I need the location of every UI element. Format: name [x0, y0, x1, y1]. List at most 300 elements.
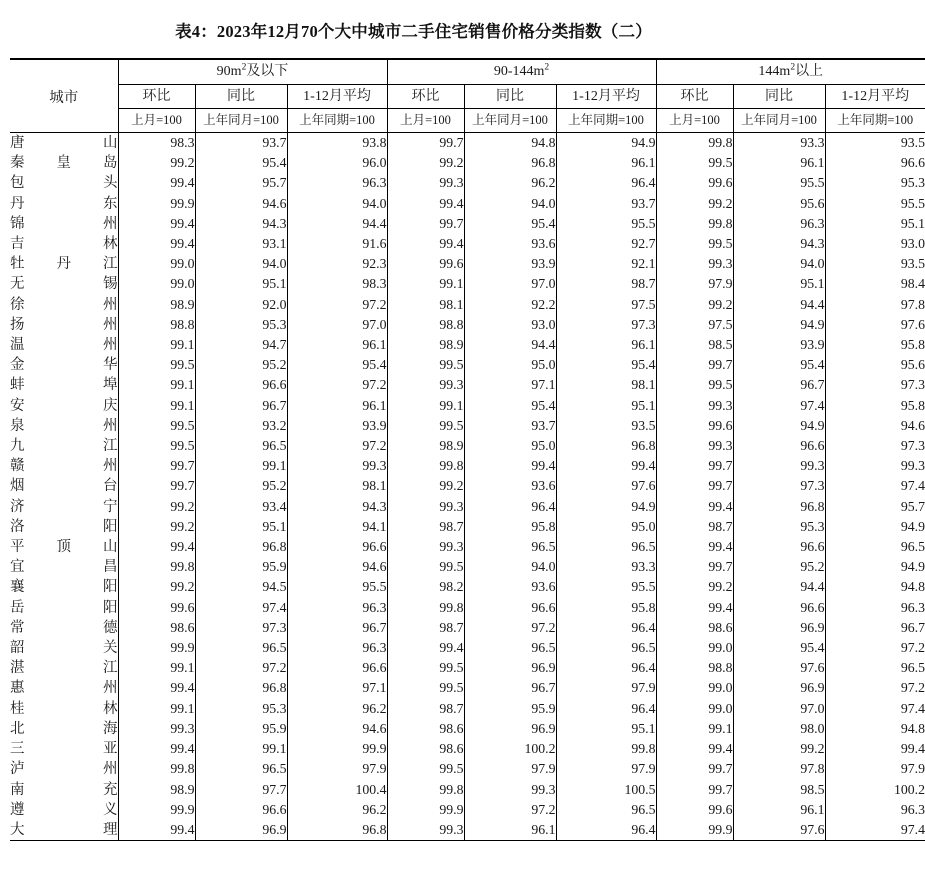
cell-value: 99.4 [118, 173, 195, 193]
cell-value: 96.1 [556, 335, 656, 355]
cell-value: 94.8 [464, 133, 556, 153]
cell-value: 96.6 [195, 375, 287, 395]
cell-value: 99.3 [656, 396, 733, 416]
cell-value: 96.9 [733, 618, 825, 638]
cell-value: 99.5 [387, 416, 464, 436]
column-header-base-9: 上年同期=100 [825, 109, 925, 133]
cell-value: 99.4 [118, 739, 195, 759]
cell-value: 93.6 [464, 577, 556, 597]
cell-value: 99.7 [118, 456, 195, 476]
cell-value: 99.2 [118, 497, 195, 517]
cell-value: 98.3 [287, 274, 387, 294]
cell-value: 94.3 [733, 234, 825, 254]
cell-value: 97.1 [464, 375, 556, 395]
cell-value: 91.6 [287, 234, 387, 254]
table-row [10, 396, 925, 416]
table-bottom-rule [10, 841, 925, 842]
cell-city [10, 194, 118, 214]
cell-value: 94.6 [195, 194, 287, 214]
table-row [10, 315, 925, 335]
city-name: 平顶山 [10, 539, 118, 556]
cell-value: 99.0 [118, 274, 195, 294]
column-header-measure-2: 同比 [195, 85, 287, 109]
cell-value: 96.9 [733, 678, 825, 698]
cell-value: 94.0 [464, 194, 556, 214]
column-header-city: 城市 [49, 89, 79, 106]
cell-value: 96.5 [556, 638, 656, 658]
city-name: 烟台 [10, 478, 118, 495]
cell-value: 96.7 [195, 396, 287, 416]
cell-value: 99.3 [387, 173, 464, 193]
cell-value: 92.2 [464, 295, 556, 315]
cell-city [10, 335, 118, 355]
cell-value: 94.6 [287, 719, 387, 739]
cell-value: 92.1 [556, 254, 656, 274]
cell-city [10, 719, 118, 739]
column-header-base-4: 上月=100 [387, 109, 464, 133]
cell-value: 95.8 [825, 335, 925, 355]
cell-value: 100.4 [287, 780, 387, 800]
cell-value: 99.5 [387, 678, 464, 698]
table-row [10, 133, 925, 153]
cell-value: 99.8 [118, 759, 195, 779]
cell-value: 95.2 [195, 355, 287, 375]
cell-value: 95.9 [195, 557, 287, 577]
city-name: 徐州 [10, 296, 118, 313]
cell-value: 96.9 [195, 820, 287, 841]
city-name: 南充 [10, 781, 118, 798]
cell-value: 96.1 [733, 153, 825, 173]
cell-value: 94.9 [825, 517, 925, 537]
cell-value: 97.3 [733, 476, 825, 496]
cell-city [10, 416, 118, 436]
table-row [10, 678, 925, 698]
cell-value: 98.9 [387, 335, 464, 355]
table-row [10, 739, 925, 759]
cell-value: 99.3 [656, 254, 733, 274]
cell-value: 93.4 [195, 497, 287, 517]
cell-value: 97.4 [195, 598, 287, 618]
table-row [10, 274, 925, 294]
cell-value: 96.5 [825, 658, 925, 678]
cell-value: 94.9 [556, 133, 656, 153]
cell-value: 99.2 [656, 295, 733, 315]
cell-city [10, 517, 118, 537]
cell-value: 98.9 [387, 436, 464, 456]
cell-value: 96.7 [825, 618, 925, 638]
city-name: 扬州 [10, 316, 118, 333]
column-header-measure-6: 1-12月平均 [556, 85, 656, 109]
cell-value: 96.8 [464, 153, 556, 173]
cell-city [10, 214, 118, 234]
cell-value: 98.7 [387, 517, 464, 537]
cell-city [10, 658, 118, 678]
cell-value: 97.9 [464, 759, 556, 779]
cell-value: 97.9 [825, 759, 925, 779]
cell-value: 98.9 [118, 780, 195, 800]
cell-value: 99.0 [656, 678, 733, 698]
cell-value: 96.2 [464, 173, 556, 193]
cell-value: 97.2 [825, 638, 925, 658]
cell-value: 96.9 [464, 719, 556, 739]
city-name: 大理 [10, 821, 118, 838]
table-row [10, 416, 925, 436]
column-header-base-3: 上年同期=100 [287, 109, 387, 133]
cell-value: 99.3 [287, 456, 387, 476]
cell-value: 95.2 [733, 557, 825, 577]
cell-value: 96.6 [464, 598, 556, 618]
table-row [10, 254, 925, 274]
cell-value: 99.4 [656, 537, 733, 557]
city-name: 赣州 [10, 458, 118, 475]
cell-value: 94.4 [733, 577, 825, 597]
cell-value: 99.3 [387, 820, 464, 841]
cell-value: 99.6 [387, 254, 464, 274]
column-group-header-2: $90-144m^2$ [387, 60, 656, 85]
cell-value: 98.6 [387, 719, 464, 739]
cell-value: 95.2 [195, 476, 287, 496]
table-row [10, 375, 925, 395]
cell-value: 96.1 [464, 820, 556, 841]
cell-value: 95.4 [464, 214, 556, 234]
cell-value: 97.6 [733, 820, 825, 841]
cell-value: 99.9 [118, 194, 195, 214]
cell-value: 98.8 [387, 315, 464, 335]
cell-city [10, 396, 118, 416]
cell-value: 99.5 [656, 375, 733, 395]
cell-city [10, 678, 118, 698]
table-row [10, 214, 925, 234]
cell-value: 96.1 [556, 153, 656, 173]
cell-value: 99.3 [387, 375, 464, 395]
cell-value: 99.5 [118, 355, 195, 375]
cell-value: 95.9 [464, 699, 556, 719]
cell-value: 97.4 [825, 476, 925, 496]
cell-value: 97.3 [556, 315, 656, 335]
city-name: 温州 [10, 337, 118, 354]
cell-value: 95.3 [733, 517, 825, 537]
cell-value: 96.4 [556, 618, 656, 638]
cell-value: 95.3 [825, 173, 925, 193]
cell-value: 97.9 [287, 759, 387, 779]
cell-value: 97.0 [287, 315, 387, 335]
cell-value: 99.9 [118, 800, 195, 820]
cell-value: 93.3 [556, 557, 656, 577]
cell-value: 99.7 [656, 759, 733, 779]
cell-value: 98.6 [656, 618, 733, 638]
table-row [10, 537, 925, 557]
cell-value: 99.7 [387, 133, 464, 153]
cell-value: 94.4 [733, 295, 825, 315]
cell-value: 98.6 [387, 739, 464, 759]
header-row-base [10, 109, 925, 133]
cell-value: 95.1 [556, 719, 656, 739]
cell-value: 94.9 [733, 416, 825, 436]
cell-value: 96.4 [556, 173, 656, 193]
cell-city [10, 153, 118, 173]
cell-value: 96.4 [556, 820, 656, 841]
cell-value: 94.4 [464, 335, 556, 355]
cell-value: 96.4 [464, 497, 556, 517]
cell-value: 99.5 [387, 557, 464, 577]
cell-value: 97.0 [464, 274, 556, 294]
cell-value: 94.7 [195, 335, 287, 355]
table-row [10, 335, 925, 355]
cell-city [10, 800, 118, 820]
column-header-measure-9: 1-12月平均 [825, 85, 925, 109]
cell-city [10, 173, 118, 193]
cell-value: 95.7 [195, 173, 287, 193]
cell-value: 99.3 [733, 456, 825, 476]
cell-value: 98.0 [733, 719, 825, 739]
cell-value: 97.9 [556, 759, 656, 779]
cell-value: 95.5 [287, 577, 387, 597]
cell-value: 92.3 [287, 254, 387, 274]
cell-value: 95.4 [733, 355, 825, 375]
cell-value: 99.7 [656, 476, 733, 496]
cell-value: 99.5 [387, 355, 464, 375]
cell-value: 93.3 [733, 133, 825, 153]
cell-value: 97.2 [825, 678, 925, 698]
cell-value: 99.1 [118, 335, 195, 355]
cell-value: 93.9 [464, 254, 556, 274]
column-header-base-2: 上年同月=100 [195, 109, 287, 133]
table-row [10, 800, 925, 820]
cell-value: 96.1 [287, 335, 387, 355]
cell-city [10, 315, 118, 335]
cell-value: 96.7 [287, 618, 387, 638]
cell-value: 99.1 [118, 396, 195, 416]
table-row [10, 436, 925, 456]
cell-city [10, 355, 118, 375]
column-header-measure-7: 环比 [656, 85, 733, 109]
cell-value: 99.7 [118, 476, 195, 496]
city-name: 九江 [10, 438, 118, 455]
cell-value: 97.6 [825, 315, 925, 335]
city-name: 唐山 [10, 135, 118, 151]
cell-value: 98.5 [733, 780, 825, 800]
cell-value: 99.2 [387, 476, 464, 496]
cell-city [10, 497, 118, 517]
cell-city [10, 699, 118, 719]
city-name: 安庆 [10, 397, 118, 414]
cell-value: 99.9 [387, 800, 464, 820]
cell-value: 99.4 [118, 537, 195, 557]
cell-value: 96.7 [464, 678, 556, 698]
cell-value: 100.2 [825, 780, 925, 800]
cell-value: 99.3 [387, 537, 464, 557]
table-container [0, 58, 925, 841]
cell-value: 99.5 [387, 759, 464, 779]
cell-value: 96.1 [733, 800, 825, 820]
cell-city [10, 618, 118, 638]
cell-value: 99.8 [387, 780, 464, 800]
cell-city [10, 557, 118, 577]
cell-value: 99.4 [118, 820, 195, 841]
cell-value: 99.3 [464, 780, 556, 800]
table-row [10, 780, 925, 800]
cell-value: 98.7 [387, 618, 464, 638]
cell-value: 97.0 [733, 699, 825, 719]
cell-value: 99.4 [118, 678, 195, 698]
cell-value: 93.0 [825, 234, 925, 254]
column-header-base-5: 上年同月=100 [464, 109, 556, 133]
cell-value: 96.1 [287, 396, 387, 416]
cell-value: 96.3 [825, 800, 925, 820]
cell-value: 99.4 [387, 194, 464, 214]
cell-value: 97.4 [825, 699, 925, 719]
cell-value: 99.5 [118, 436, 195, 456]
cell-value: 94.9 [733, 315, 825, 335]
table-row [10, 638, 925, 658]
cell-city [10, 436, 118, 456]
cell-value: 97.3 [825, 375, 925, 395]
cell-value: 99.6 [656, 416, 733, 436]
cell-value: 95.6 [825, 355, 925, 375]
cell-value: 94.5 [195, 577, 287, 597]
column-header-measure-5: 同比 [464, 85, 556, 109]
cell-value: 96.4 [556, 699, 656, 719]
cell-value: 99.7 [656, 355, 733, 375]
cell-value: 96.5 [195, 436, 287, 456]
cell-value: 95.1 [195, 517, 287, 537]
cell-value: 95.1 [556, 396, 656, 416]
column-header-measure-4: 环比 [387, 85, 464, 109]
cell-value: 99.5 [387, 658, 464, 678]
page-title: 表4：2023年12月70个大中城市二手住宅销售价格分类指数（二） [175, 22, 652, 41]
cell-value: 97.2 [195, 658, 287, 678]
cell-city [10, 456, 118, 476]
cell-value: 99.2 [118, 153, 195, 173]
cell-value: 98.4 [825, 274, 925, 294]
column-header-base-7: 上月=100 [656, 109, 733, 133]
city-name: 包头 [10, 175, 118, 192]
header-row-groups [10, 60, 925, 85]
table-row [10, 759, 925, 779]
cell-value: 95.5 [556, 214, 656, 234]
city-name: 洛阳 [10, 518, 118, 535]
cell-value: 95.1 [733, 274, 825, 294]
cell-value: 98.9 [118, 295, 195, 315]
city-name: 桂林 [10, 700, 118, 717]
table-row [10, 517, 925, 537]
cell-value: 93.7 [556, 194, 656, 214]
cell-city [10, 234, 118, 254]
cell-value: 96.6 [733, 598, 825, 618]
cell-value: 94.6 [825, 416, 925, 436]
table-row [10, 355, 925, 375]
cell-value: 99.9 [118, 638, 195, 658]
cell-value: 98.8 [118, 315, 195, 335]
cell-value: 99.4 [825, 739, 925, 759]
cell-value: 99.0 [118, 254, 195, 274]
cell-value: 96.8 [287, 820, 387, 841]
city-name: 吉林 [10, 236, 118, 253]
cell-value: 96.6 [287, 658, 387, 678]
cell-value: 99.1 [656, 719, 733, 739]
cell-value: 99.8 [118, 557, 195, 577]
cell-value: 99.8 [556, 739, 656, 759]
cell-value: 94.1 [287, 517, 387, 537]
cell-value: 96.5 [464, 537, 556, 557]
cell-value: 96.4 [556, 658, 656, 678]
cell-value: 99.1 [387, 396, 464, 416]
cell-value: 93.6 [464, 234, 556, 254]
column-header-measure-3: 1-12月平均 [287, 85, 387, 109]
cell-value: 98.5 [656, 335, 733, 355]
table-row [10, 598, 925, 618]
cell-value: 99.5 [656, 234, 733, 254]
cell-value: 97.2 [287, 295, 387, 315]
cell-value: 99.7 [656, 780, 733, 800]
cell-value: 96.5 [195, 638, 287, 658]
cell-value: 99.8 [656, 133, 733, 153]
cell-value: 99.4 [656, 497, 733, 517]
cell-value: 99.4 [387, 638, 464, 658]
cell-value: 99.5 [118, 416, 195, 436]
cell-value: 99.1 [118, 375, 195, 395]
cell-value: 97.8 [825, 295, 925, 315]
column-header-base-6: 上年同期=100 [556, 109, 656, 133]
cell-value: 97.6 [556, 476, 656, 496]
column-group-header-1: $90m^2$及以下 [118, 60, 387, 85]
cell-value: 93.8 [287, 133, 387, 153]
cell-value: 94.3 [287, 497, 387, 517]
city-name: 牡丹江 [10, 256, 118, 273]
cell-value: 99.4 [656, 598, 733, 618]
cell-value: 93.5 [825, 133, 925, 153]
cell-value: 96.8 [556, 436, 656, 456]
column-group-header-3: $144m^2$以上 [656, 60, 925, 85]
cell-value: 99.2 [733, 739, 825, 759]
cell-value: 95.4 [287, 355, 387, 375]
cell-value: 98.1 [287, 476, 387, 496]
column-header-base-8: 上年同月=100 [733, 109, 825, 133]
cell-value: 95.4 [556, 355, 656, 375]
cell-value: 95.5 [556, 577, 656, 597]
city-name: 秦皇岛 [10, 155, 118, 172]
cell-value: 94.0 [464, 557, 556, 577]
cell-value: 97.5 [656, 315, 733, 335]
cell-value: 97.3 [825, 436, 925, 456]
table-row [10, 618, 925, 638]
city-name: 锦州 [10, 215, 118, 232]
cell-value: 93.6 [464, 476, 556, 496]
cell-value: 96.6 [733, 537, 825, 557]
cell-value: 96.3 [287, 638, 387, 658]
cell-value: 97.3 [195, 618, 287, 638]
cell-value: 99.0 [656, 699, 733, 719]
cell-city [10, 598, 118, 618]
cell-value: 96.3 [287, 173, 387, 193]
cell-value: 99.7 [656, 456, 733, 476]
cell-value: 99.5 [656, 153, 733, 173]
cell-value: 92.7 [556, 234, 656, 254]
cell-value: 95.5 [733, 173, 825, 193]
cell-value: 98.6 [118, 618, 195, 638]
city-name: 丹东 [10, 195, 118, 212]
cell-value: 95.5 [825, 194, 925, 214]
cell-value: 99.1 [118, 699, 195, 719]
cell-value: 99.6 [656, 173, 733, 193]
cell-value: 96.8 [195, 678, 287, 698]
cell-value: 95.4 [464, 396, 556, 416]
cell-value: 99.4 [656, 739, 733, 759]
cell-value: 99.1 [387, 274, 464, 294]
table-row [10, 577, 925, 597]
cell-value: 96.3 [733, 214, 825, 234]
cell-value: 96.7 [733, 375, 825, 395]
